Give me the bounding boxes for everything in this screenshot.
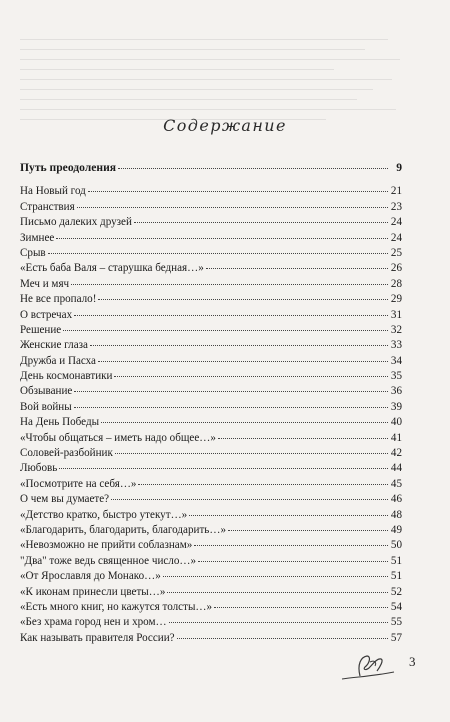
toc-entry: [20, 184, 402, 199]
toc-entry-page: 42: [390, 447, 402, 460]
toc-entry-page: 36: [390, 385, 402, 398]
toc-entry-title: Письмо далеких друзей: [20, 216, 132, 229]
toc-entry-title: «Есть баба Валя – старушка бедная…»: [20, 262, 204, 275]
dot-leader: [59, 468, 388, 469]
toc-entry: [20, 538, 402, 553]
dot-leader: [214, 607, 388, 608]
toc-entry-page: 41: [390, 431, 402, 444]
toc-entry: [20, 508, 402, 523]
toc-entry-page: 24: [390, 231, 402, 244]
toc-entry-page: 44: [390, 462, 402, 475]
dot-leader: [218, 438, 388, 439]
toc-entry-title: Путь преодоления: [20, 161, 117, 174]
toc-entry: [20, 615, 402, 630]
toc-entry: [20, 431, 402, 446]
toc-entry: [20, 277, 402, 292]
toc-entry: [20, 415, 402, 430]
toc-entry-page: 23: [390, 200, 402, 213]
dot-leader: [111, 499, 388, 500]
toc-entry-title: Не все пропало!: [20, 293, 97, 306]
dot-leader: [74, 407, 388, 408]
toc-entry-title: Обзывание: [20, 385, 73, 398]
toc-entry-title: О чем вы думаете?: [20, 493, 110, 506]
toc-entry: [20, 308, 402, 323]
toc-entry-page: 31: [390, 308, 402, 321]
dot-leader: [198, 561, 388, 562]
toc-entry: [20, 246, 402, 261]
toc-entry-title: Срыв: [20, 246, 46, 259]
dot-leader: [114, 376, 388, 377]
toc-entry-title: Дружба и Пасха: [20, 354, 96, 367]
toc-entry: [20, 523, 402, 538]
toc-entry-page: 40: [390, 416, 402, 429]
dot-leader: [88, 191, 388, 192]
toc-entry-title: «Без храма город нен и хром…: [20, 616, 167, 629]
dot-leader: [74, 315, 388, 316]
toc-entry: [20, 600, 402, 615]
toc-entry: [20, 461, 402, 476]
dot-leader: [228, 530, 388, 531]
dot-leader: [48, 253, 388, 254]
toc-entry-page: 54: [390, 600, 402, 613]
toc-entry: [20, 631, 402, 646]
toc-entry: [20, 492, 402, 507]
toc-entry: [20, 215, 402, 230]
toc-entry: [20, 585, 402, 600]
dot-leader: [194, 545, 388, 546]
toc-entry-page: 57: [390, 631, 402, 644]
toc-entry: [20, 569, 402, 584]
toc-entry: [20, 384, 402, 399]
toc-entry-title: День космонавтики: [20, 370, 113, 383]
toc-entry-title: Зимнее: [20, 231, 55, 244]
dot-leader: [138, 484, 388, 485]
toc-entry-page: 9: [396, 161, 402, 174]
dot-leader: [74, 391, 388, 392]
toc-entry-title: «Есть много книг, но кажутся толсты…»: [20, 600, 213, 613]
toc-entry-title: «Посмотрите на себя…»: [20, 477, 137, 490]
toc-entry: [20, 354, 402, 369]
toc-entry-page: 33: [390, 339, 402, 352]
dot-leader: [189, 515, 388, 516]
toc-entry-title: «От Ярославля до Монако…»: [20, 570, 161, 583]
toc-entry: [20, 369, 402, 384]
toc-entry-page: 29: [390, 293, 402, 306]
toc-entry-title: Меч и мяч: [20, 277, 70, 290]
dot-leader: [98, 361, 388, 362]
toc-entry-page: 39: [390, 400, 402, 413]
dot-leader: [115, 453, 388, 454]
toc-entry-page: 45: [390, 477, 402, 490]
toc-list: [20, 160, 402, 646]
toc-entry-page: 46: [390, 493, 402, 506]
toc-entry: [20, 323, 402, 338]
toc-entry: [20, 400, 402, 415]
toc-entry: [20, 338, 402, 353]
toc-entry-page: 32: [390, 323, 402, 336]
dot-leader: [77, 207, 388, 208]
toc-entry-page: 51: [390, 570, 402, 583]
toc-entry-page: 24: [390, 216, 402, 229]
toc-entry-title: «Чтобы общаться – иметь надо общее…»: [20, 431, 216, 444]
toc-entry-page: 55: [390, 616, 402, 629]
toc-entry-title: Любовь: [20, 462, 58, 475]
toc-entry-page: 25: [390, 246, 402, 259]
toc-entry-page: 49: [390, 523, 402, 536]
toc-entry-page: 52: [390, 585, 402, 598]
toc-entry-page: 50: [390, 539, 402, 552]
toc-entry-title: "Два" тоже ведь священное число…»: [20, 554, 197, 567]
dot-leader: [163, 576, 388, 577]
toc-entry-title: Странствия: [20, 200, 75, 213]
dot-leader: [177, 638, 388, 639]
toc-entry-title: Решение: [20, 323, 62, 336]
toc-entry-title: Вой войны: [20, 400, 72, 413]
dot-leader: [206, 268, 388, 269]
toc-entry-title: «К иконам принесли цветы…»: [20, 585, 166, 598]
dot-leader: [167, 592, 388, 593]
toc-entry-page: 26: [390, 262, 402, 275]
toc-entry-page: 35: [390, 370, 402, 383]
dot-leader: [98, 299, 388, 300]
dot-leader: [90, 345, 388, 346]
toc-entry: [20, 261, 402, 276]
page-number: 3: [409, 654, 416, 669]
toc-heading: Содержание: [163, 116, 287, 135]
toc-entry: [20, 292, 402, 307]
toc-entry: [20, 477, 402, 492]
dot-leader: [71, 284, 388, 285]
toc-entry: [20, 160, 402, 175]
toc-entry: [20, 231, 402, 246]
dot-leader: [118, 168, 388, 169]
toc-entry-title: На День Победы: [20, 416, 100, 429]
toc-entry-title: «Благодарить, благодарить, благодарить…»: [20, 523, 227, 536]
toc-entry: [20, 554, 402, 569]
toc-entry-title: О встречах: [20, 308, 73, 321]
toc-entry: [20, 200, 402, 215]
toc-entry-title: Женские глаза: [20, 339, 88, 352]
dot-leader: [56, 238, 388, 239]
toc-entry-title: Как называть правителя России?: [20, 631, 175, 644]
toc-entry-title: «Невозможно не прийти соблазнам»: [20, 539, 193, 552]
toc-entry-title: Соловей-разбойник: [20, 447, 113, 460]
dot-leader: [134, 222, 388, 223]
dot-leader: [169, 622, 388, 623]
toc-entry-page: 28: [390, 277, 402, 290]
toc-entry-page: 34: [390, 354, 402, 367]
toc-entry-title: «Детство кратко, быстро утекут…»: [20, 508, 188, 521]
flourish-icon: [340, 650, 398, 689]
toc-entry: [20, 446, 402, 461]
toc-entry-page: 51: [390, 554, 402, 567]
toc-entry-page: 21: [390, 185, 402, 198]
toc-entry-page: 48: [390, 508, 402, 521]
dot-leader: [63, 330, 388, 331]
dot-leader: [101, 422, 388, 423]
toc-entry-title: На Новый год: [20, 185, 86, 198]
